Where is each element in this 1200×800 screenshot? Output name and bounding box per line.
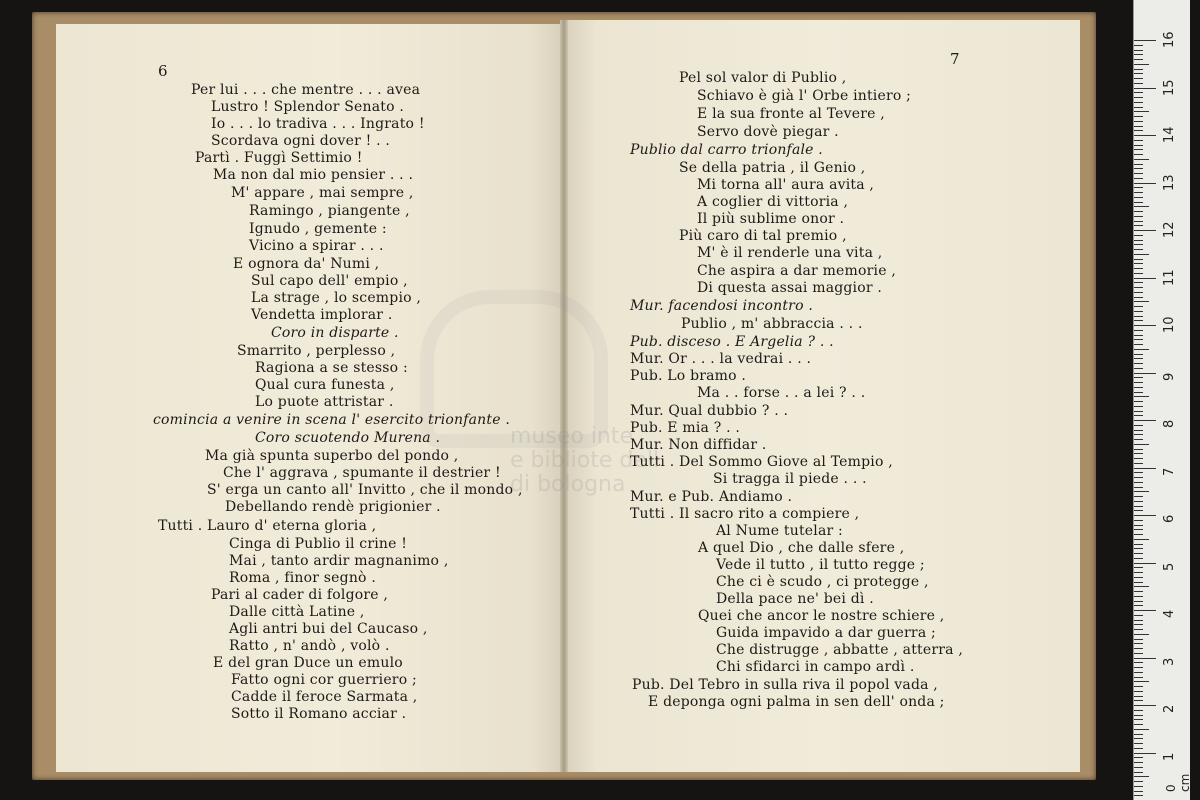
ruler-tick [1134,453,1143,454]
ruler-tick [1134,624,1143,625]
ruler-number: 9 [1162,372,1177,381]
left-page-number: 6 [158,62,168,80]
ruler-tick [1134,753,1156,754]
ruler-tick [1134,173,1143,174]
text-line: Quei che ancor le nostre schiere , [698,608,945,624]
ruler-tick [1134,278,1156,279]
text-line: A quel Dio , che dalle sfere , [698,540,905,556]
ruler-tick [1134,64,1149,65]
ruler-number: 11 [1162,268,1177,286]
ruler-tick [1134,135,1156,136]
text-line: Più caro di tal premio , [679,228,847,244]
ruler-tick [1134,772,1143,773]
text-line: Al Nume tutelar : [716,523,843,539]
ruler-tick [1134,145,1143,146]
text-line: Chi sfidarci in campo ardì . [716,659,915,675]
text-line: Sul capo dell' empio , [251,273,408,289]
text-line: Coro scuotendo Murena . [255,430,441,446]
text-line: E del gran Duce un emulo [213,655,403,671]
text-line: Vicino a spirar . . . [249,238,384,254]
ruler-tick [1134,487,1143,488]
text-line: Publio dal carro trionfale . [630,142,823,158]
ruler-tick [1134,140,1143,141]
ruler-tick [1134,116,1143,117]
text-line: A coglier di vittoria , [697,194,849,210]
ruler-tick [1134,54,1143,55]
ruler-number: 12 [1162,221,1177,238]
text-line: Ignudo , gemente : [249,221,387,237]
ruler-tick [1134,591,1143,592]
ruler-tick [1134,187,1143,188]
ruler-tick [1134,434,1143,435]
text-line: Scordava ogni dover ! . . [211,133,391,149]
ruler-tick [1134,553,1143,554]
ruler-number: 5 [1162,562,1177,571]
ruler-tick [1134,211,1143,212]
ruler-number: 13 [1162,173,1177,191]
text-line: Ratto , n' andò , volò . [229,638,390,654]
ruler-tick [1134,501,1143,502]
ruler-tick [1134,335,1143,336]
ruler-tick [1134,686,1143,687]
ruler-tick [1134,330,1143,331]
text-line: Se della patria , il Genio , [679,160,866,176]
ruler-number: 3 [1162,657,1177,666]
ruler-tick [1134,548,1143,549]
ruler-tick [1134,776,1149,777]
ruler-tick [1134,648,1143,649]
text-line: Guida impavido a dar guerra ; [716,625,936,641]
ruler-number: 6 [1162,514,1177,523]
ruler-tick [1134,615,1143,616]
ruler-tick [1134,700,1143,701]
ruler-tick [1134,529,1143,530]
ruler-tick [1134,107,1143,108]
ruler-tick [1134,363,1143,364]
ruler-tick [1134,401,1143,402]
ruler-tick [1134,159,1149,160]
ruler-tick [1134,287,1143,288]
text-line: Pub. Del Tebro in sulla riva il popol vada , [632,677,938,693]
ruler-tick [1134,154,1143,155]
ruler-tick [1134,273,1143,274]
ruler-tick [1134,40,1156,41]
watermark-line: museo inte [510,424,634,449]
text-line: Agli antri bui del Caucaso , [229,621,428,637]
ruler-tick [1134,358,1143,359]
text-line: Pub. E mia ? . . [630,420,741,436]
ruler-tick [1134,178,1143,179]
text-line: Mur. e Pub. Andiamo . [630,489,793,505]
ruler-tick [1134,254,1149,255]
ruler-tick [1134,102,1143,103]
ruler-tick [1134,795,1143,796]
ruler-tick [1134,225,1143,226]
ruler-tick [1134,544,1143,545]
text-line: Che ci è scudo , ci protegge , [716,574,929,590]
ruler-tick [1134,634,1149,635]
text-line: Partì . Fuggì Settimio ! [195,150,363,166]
ruler-tick [1134,78,1143,79]
ruler-tick [1134,762,1143,763]
ruler-tick [1134,73,1143,74]
ruler-tick [1134,164,1143,165]
text-line: E ognora da' Numi , [233,256,380,272]
ruler-tick [1134,691,1143,692]
text-line: Io . . . lo tradiva . . . Ingrato ! [211,116,425,132]
text-line: Lustro ! Splendor Senato . [211,99,405,115]
ruler-tick [1134,311,1143,312]
ruler-tick [1134,259,1143,260]
ruler-tick [1134,719,1143,720]
measurement-ruler [1133,0,1190,800]
text-line: Dalle città Latine , [229,604,365,620]
ruler-tick [1134,672,1143,673]
text-line: Cadde il feroce Sarmata , [231,689,418,705]
ruler-tick [1134,168,1143,169]
ruler-tick [1134,586,1149,587]
ruler-number: 15 [1162,78,1177,96]
text-line: Debellando rendè prigionier . [225,499,441,515]
ruler-tick [1134,382,1143,383]
ruler-tick [1134,373,1156,374]
text-line: Ramingo , piangente , [249,203,410,219]
ruler-tick [1134,658,1156,659]
ruler-tick [1134,748,1143,749]
ruler-tick [1134,620,1143,621]
text-line: Pub. disceso . E Argelia ? . . [630,334,834,350]
ruler-tick [1134,183,1156,184]
text-line: Che aspira a dar memorie , [697,263,896,279]
ruler-tick [1134,126,1143,127]
ruler-tick [1134,738,1143,739]
text-line: Vendetta implorar . [251,307,393,323]
ruler-tick [1134,662,1143,663]
ruler-tick [1134,515,1156,516]
text-line: Mi torna all' aura avita , [697,177,875,193]
right-page-number: 7 [950,50,960,68]
ruler-tick [1134,520,1143,521]
ruler-tick [1134,439,1143,440]
text-line: Vede il tutto , il tutto regge ; [716,557,925,573]
ruler-tick [1134,496,1143,497]
text-line: Ma . . forse . . a lei ? . . [697,385,866,401]
ruler-tick [1134,601,1143,602]
text-line: M' è il renderle una vita , [697,245,883,261]
ruler-tick [1134,83,1143,84]
ruler-tick [1134,45,1143,46]
ruler-tick [1134,282,1143,283]
ruler-tick [1134,59,1143,60]
ruler-tick [1134,596,1143,597]
ruler-tick [1134,558,1143,559]
text-line: Che l' aggrava , spumante il destrier ! [223,465,501,481]
ruler-tick [1134,639,1143,640]
watermark-line: di bologna [510,472,626,497]
text-line: Tutti . Del Sommo Giove al Tempio , [630,454,893,470]
text-line: E deponga ogni palma in sen dell' onda ; [648,694,945,710]
ruler-tick [1134,677,1143,678]
ruler-tick [1134,582,1143,583]
ruler-tick [1134,491,1149,492]
ruler-tick [1134,743,1143,744]
ruler-number: 1 [1162,752,1177,761]
text-line: Smarrito , perplesso , [237,343,396,359]
ruler-tick [1134,216,1143,217]
ruler-tick [1134,339,1143,340]
ruler-tick [1134,240,1143,241]
text-line: Ragiona a se stesso : [255,360,408,376]
ruler-tick [1134,368,1143,369]
text-line: S' erga un canto all' Invitto , che il mondo , [207,482,523,498]
ruler-tick [1134,235,1143,236]
text-line: Della pace ne' bei dì . [716,591,874,607]
ruler-number: 16 [1162,31,1177,48]
ruler-tick [1134,97,1143,98]
text-line: Servo dovè piegar . [697,124,839,140]
ruler-tick [1134,297,1143,298]
ruler-tick [1134,710,1143,711]
ruler-tick [1134,681,1149,682]
text-line: Mur. Qual dubbio ? . . [630,403,789,419]
text-line: Ma già spunta superbo del pondo , [205,448,459,464]
ruler-tick [1134,415,1143,416]
ruler-tick [1134,506,1143,507]
ruler-tick [1134,472,1143,473]
text-line: Per lui . . . che mentre . . . avea [191,82,421,98]
text-line: Mur. Non diffidar . [630,437,767,453]
ruler-tick [1134,88,1156,89]
text-line: E la sua fronte al Tevere , [697,106,885,122]
ruler-tick [1134,468,1156,469]
ruler-tick [1134,192,1143,193]
ruler-tick [1134,572,1143,573]
ruler-tick [1134,444,1149,445]
text-line: Ma non dal mio pensier . . . [213,167,414,183]
text-line: Si tragga il piede . . . [713,471,867,487]
ruler-tick [1134,577,1143,578]
text-line: Mur. facendosi incontro . [630,298,814,314]
ruler-tick [1134,320,1143,321]
text-line: Pel sol valor di Publio , [679,70,847,86]
ruler-tick [1134,69,1143,70]
ruler-tick [1134,406,1143,407]
ruler-tick [1134,263,1143,264]
text-line: Coro in disparte . [271,325,399,341]
ruler-tick [1134,643,1143,644]
ruler-tick [1134,301,1149,302]
ruler-tick [1134,316,1143,317]
text-line: Pub. Lo bramo . [630,368,747,384]
ruler-tick [1134,377,1143,378]
ruler-tick [1134,696,1143,697]
ruler-tick [1134,667,1143,668]
ruler-tick [1134,392,1143,393]
ruler-tick [1134,477,1143,478]
ruler-number: 2 [1162,704,1177,713]
ruler-tick [1134,344,1143,345]
text-line: Pari al cader di folgore , [211,587,389,603]
ruler-tick [1134,206,1149,207]
ruler-tick [1134,425,1143,426]
ruler-tick [1134,130,1143,131]
ruler-tick [1134,629,1143,630]
ruler-tick [1134,786,1143,787]
ruler-tick [1134,387,1143,388]
ruler-tick [1134,482,1143,483]
ruler-tick [1134,396,1149,397]
ruler-tick [1134,411,1143,412]
text-line: Mai , tanto ardir magnanimo , [229,553,449,569]
text-line: Roma , finor segnò . [229,570,376,586]
ruler-tick [1134,306,1143,307]
ruler-tick [1134,510,1143,511]
text-line: Cinga di Publio il crine ! [229,536,408,552]
ruler-tick [1134,430,1143,431]
ruler-tick [1134,230,1156,231]
ruler-tick [1134,463,1143,464]
ruler-tick [1134,449,1143,450]
ruler-tick [1134,221,1143,222]
text-line: Fatto ogni cor guerriero ; [231,672,417,688]
ruler-tick [1134,244,1143,245]
ruler-tick [1134,781,1143,782]
ruler-number: 14 [1162,126,1177,143]
ruler-number: 8 [1162,419,1177,428]
ruler-unit-label: 0 cm [1164,773,1192,792]
ruler-tick [1134,202,1143,203]
ruler-tick [1134,605,1143,606]
ruler-tick [1134,268,1143,269]
ruler-tick [1134,111,1149,112]
ruler-tick [1134,121,1143,122]
ruler-tick [1134,734,1143,735]
ruler-tick [1134,458,1143,459]
ruler-tick [1134,729,1149,730]
text-line: La strage , lo scempio , [251,290,422,306]
ruler-tick [1134,197,1143,198]
ruler-tick [1134,354,1143,355]
ruler-tick [1134,724,1143,725]
ruler-tick [1134,715,1143,716]
ruler-tick [1134,292,1143,293]
ruler-tick [1134,567,1143,568]
ruler-number: 4 [1162,609,1177,618]
text-line: Schiavo è già l' Orbe intiero ; [697,88,912,104]
text-line: Sotto il Romano acciar . [231,706,407,722]
text-line: Il più sublime onor . [697,211,845,227]
ruler-tick [1134,349,1149,350]
ruler-tick [1134,539,1149,540]
text-line: Publio , m' abbraccia . . . [681,316,863,332]
ruler-tick [1134,525,1143,526]
ruler-tick [1134,92,1143,93]
ruler-tick [1134,757,1143,758]
ruler-tick [1134,249,1143,250]
ruler-tick [1134,149,1143,150]
ruler-tick [1134,420,1156,421]
text-line: Tutti . Il sacro rito a compiere , [630,506,860,522]
ruler-tick [1134,653,1143,654]
text-line: Lo puote attristar . [255,394,394,410]
text-line: Tutti . Lauro d' eterna gloria , [158,518,377,534]
text-line: comincia a venire in scena l' esercito trionfante . [153,412,510,428]
watermark-line: e bibliote dell [510,448,660,473]
ruler-tick [1134,325,1156,326]
ruler-tick [1134,534,1143,535]
ruler-tick [1134,791,1143,792]
text-line: Di questa assai maggior . [697,280,883,296]
ruler-tick [1134,563,1156,564]
text-line: Qual cura funesta , [255,377,395,393]
text-line: M' appare , mai sempre , [231,185,414,201]
text-line: Mur. Or . . . la vedrai . . . [630,351,812,367]
ruler-tick [1134,705,1156,706]
ruler-tick [1134,50,1143,51]
ruler-tick [1134,610,1156,611]
ruler-number: 7 [1162,467,1177,476]
ruler-number: 10 [1162,316,1177,333]
ruler-tick [1134,767,1143,768]
text-line: Che distrugge , abbatte , atterra , [716,642,964,658]
